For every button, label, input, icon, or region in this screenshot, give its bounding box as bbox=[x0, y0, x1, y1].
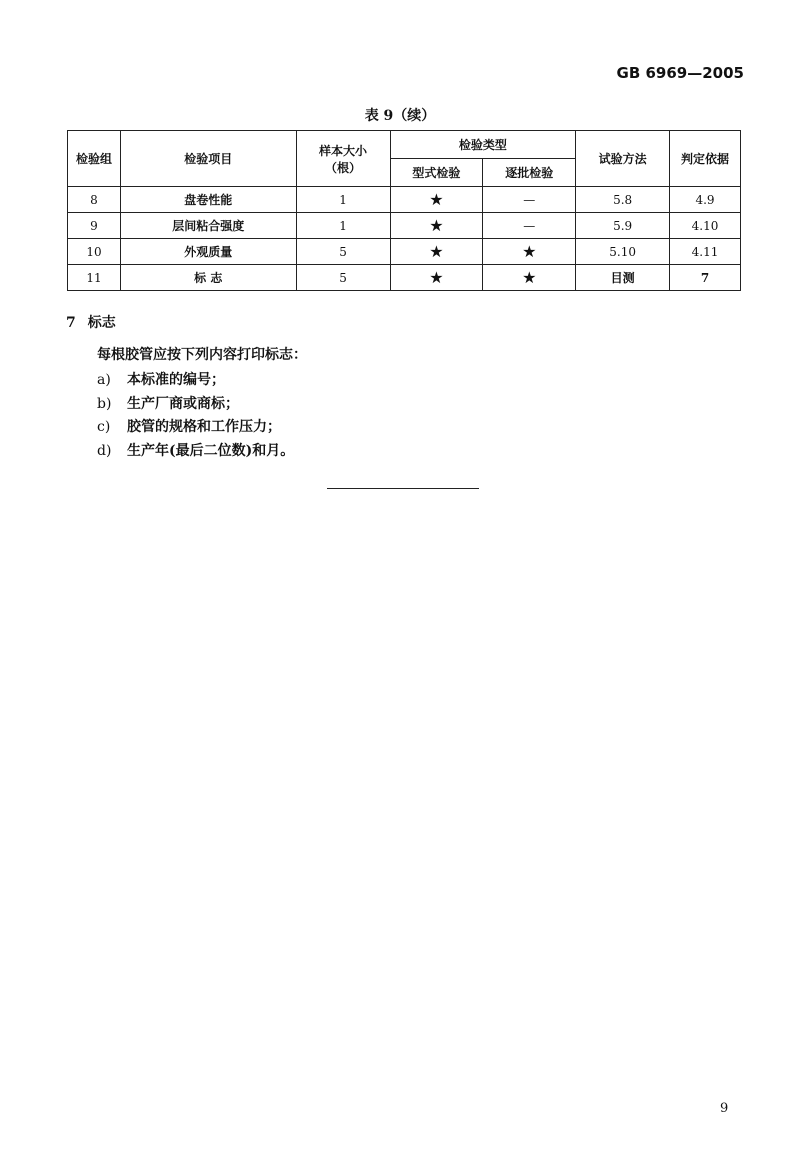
list-item bbox=[97, 440, 294, 460]
cell-batch-test: — bbox=[483, 213, 576, 239]
list-item bbox=[97, 393, 239, 413]
cell-type-test: ★ bbox=[390, 239, 483, 265]
list-item-label: b) bbox=[97, 396, 112, 412]
header-type-test: 型式检验 bbox=[390, 159, 483, 187]
page-number: 9 bbox=[720, 1101, 729, 1116]
section-heading bbox=[66, 312, 116, 332]
list-item-label: d) bbox=[97, 443, 112, 459]
list-item-text: 生产厂商或商标； bbox=[127, 396, 239, 412]
table-caption: 表 9（续） bbox=[364, 108, 436, 124]
cell-group: 9 bbox=[68, 213, 121, 239]
cell-sample: 1 bbox=[296, 187, 390, 213]
cell-type-test: ★ bbox=[390, 187, 483, 213]
header-test-method: 试验方法 bbox=[576, 131, 670, 187]
cell-batch-test: ★ bbox=[483, 265, 576, 291]
header-group: 检验组 bbox=[68, 131, 121, 187]
cell-item: 层间粘合强度 bbox=[120, 213, 296, 239]
table-row bbox=[68, 239, 741, 265]
list-item-text: 胶管的规格和工作压力； bbox=[127, 419, 281, 435]
cell-group: 11 bbox=[68, 265, 121, 291]
cell-method: 5.10 bbox=[576, 239, 670, 265]
header-inspection-type: 检验类型 bbox=[390, 131, 576, 159]
cell-criteria: 7 bbox=[670, 265, 741, 291]
cell-criteria: 4.9 bbox=[670, 187, 741, 213]
cell-item: 外观质量 bbox=[120, 239, 296, 265]
cell-item: 盘卷性能 bbox=[120, 187, 296, 213]
cell-type-test: ★ bbox=[390, 213, 483, 239]
list-item-text: 本标准的编号； bbox=[127, 372, 225, 388]
cell-criteria: 4.10 bbox=[670, 213, 741, 239]
list-item bbox=[97, 369, 225, 389]
section-number: 7 bbox=[66, 315, 76, 331]
cell-item: 标 志 bbox=[120, 265, 296, 291]
cell-sample: 5 bbox=[296, 239, 390, 265]
cell-method: 5.9 bbox=[576, 213, 670, 239]
header-item: 检验项目 bbox=[120, 131, 296, 187]
table-row bbox=[68, 213, 741, 239]
inspection-table bbox=[67, 130, 741, 291]
section-title: 标志 bbox=[87, 315, 116, 331]
list-item bbox=[97, 416, 281, 436]
list-item-label: c) bbox=[97, 419, 111, 435]
header-sample-size-line1: 样本大小 bbox=[319, 143, 368, 158]
cell-group: 10 bbox=[68, 239, 121, 265]
header-sample-size-line2: （根） bbox=[325, 160, 362, 175]
cell-criteria: 4.11 bbox=[670, 239, 741, 265]
cell-type-test: ★ bbox=[390, 265, 483, 291]
cell-sample: 1 bbox=[296, 213, 390, 239]
end-rule bbox=[327, 488, 479, 489]
cell-group: 8 bbox=[68, 187, 121, 213]
cell-method: 5.8 bbox=[576, 187, 670, 213]
header-criteria: 判定依据 bbox=[670, 131, 741, 187]
cell-method: 目测 bbox=[576, 265, 670, 291]
section-intro: 每根胶管应按下列内容打印标志： bbox=[97, 347, 307, 363]
standard-number: GB 6969—2005 bbox=[616, 64, 744, 82]
list-item-text: 生产年(最后二位数)和月。 bbox=[127, 443, 295, 459]
header-batch-test: 逐批检验 bbox=[483, 159, 576, 187]
cell-sample: 5 bbox=[296, 265, 390, 291]
cell-batch-test: ★ bbox=[483, 239, 576, 265]
list-item-label: a) bbox=[97, 372, 111, 388]
cell-batch-test: — bbox=[483, 187, 576, 213]
header-sample-size bbox=[296, 131, 390, 187]
table-row bbox=[68, 265, 741, 291]
table-row bbox=[68, 187, 741, 213]
